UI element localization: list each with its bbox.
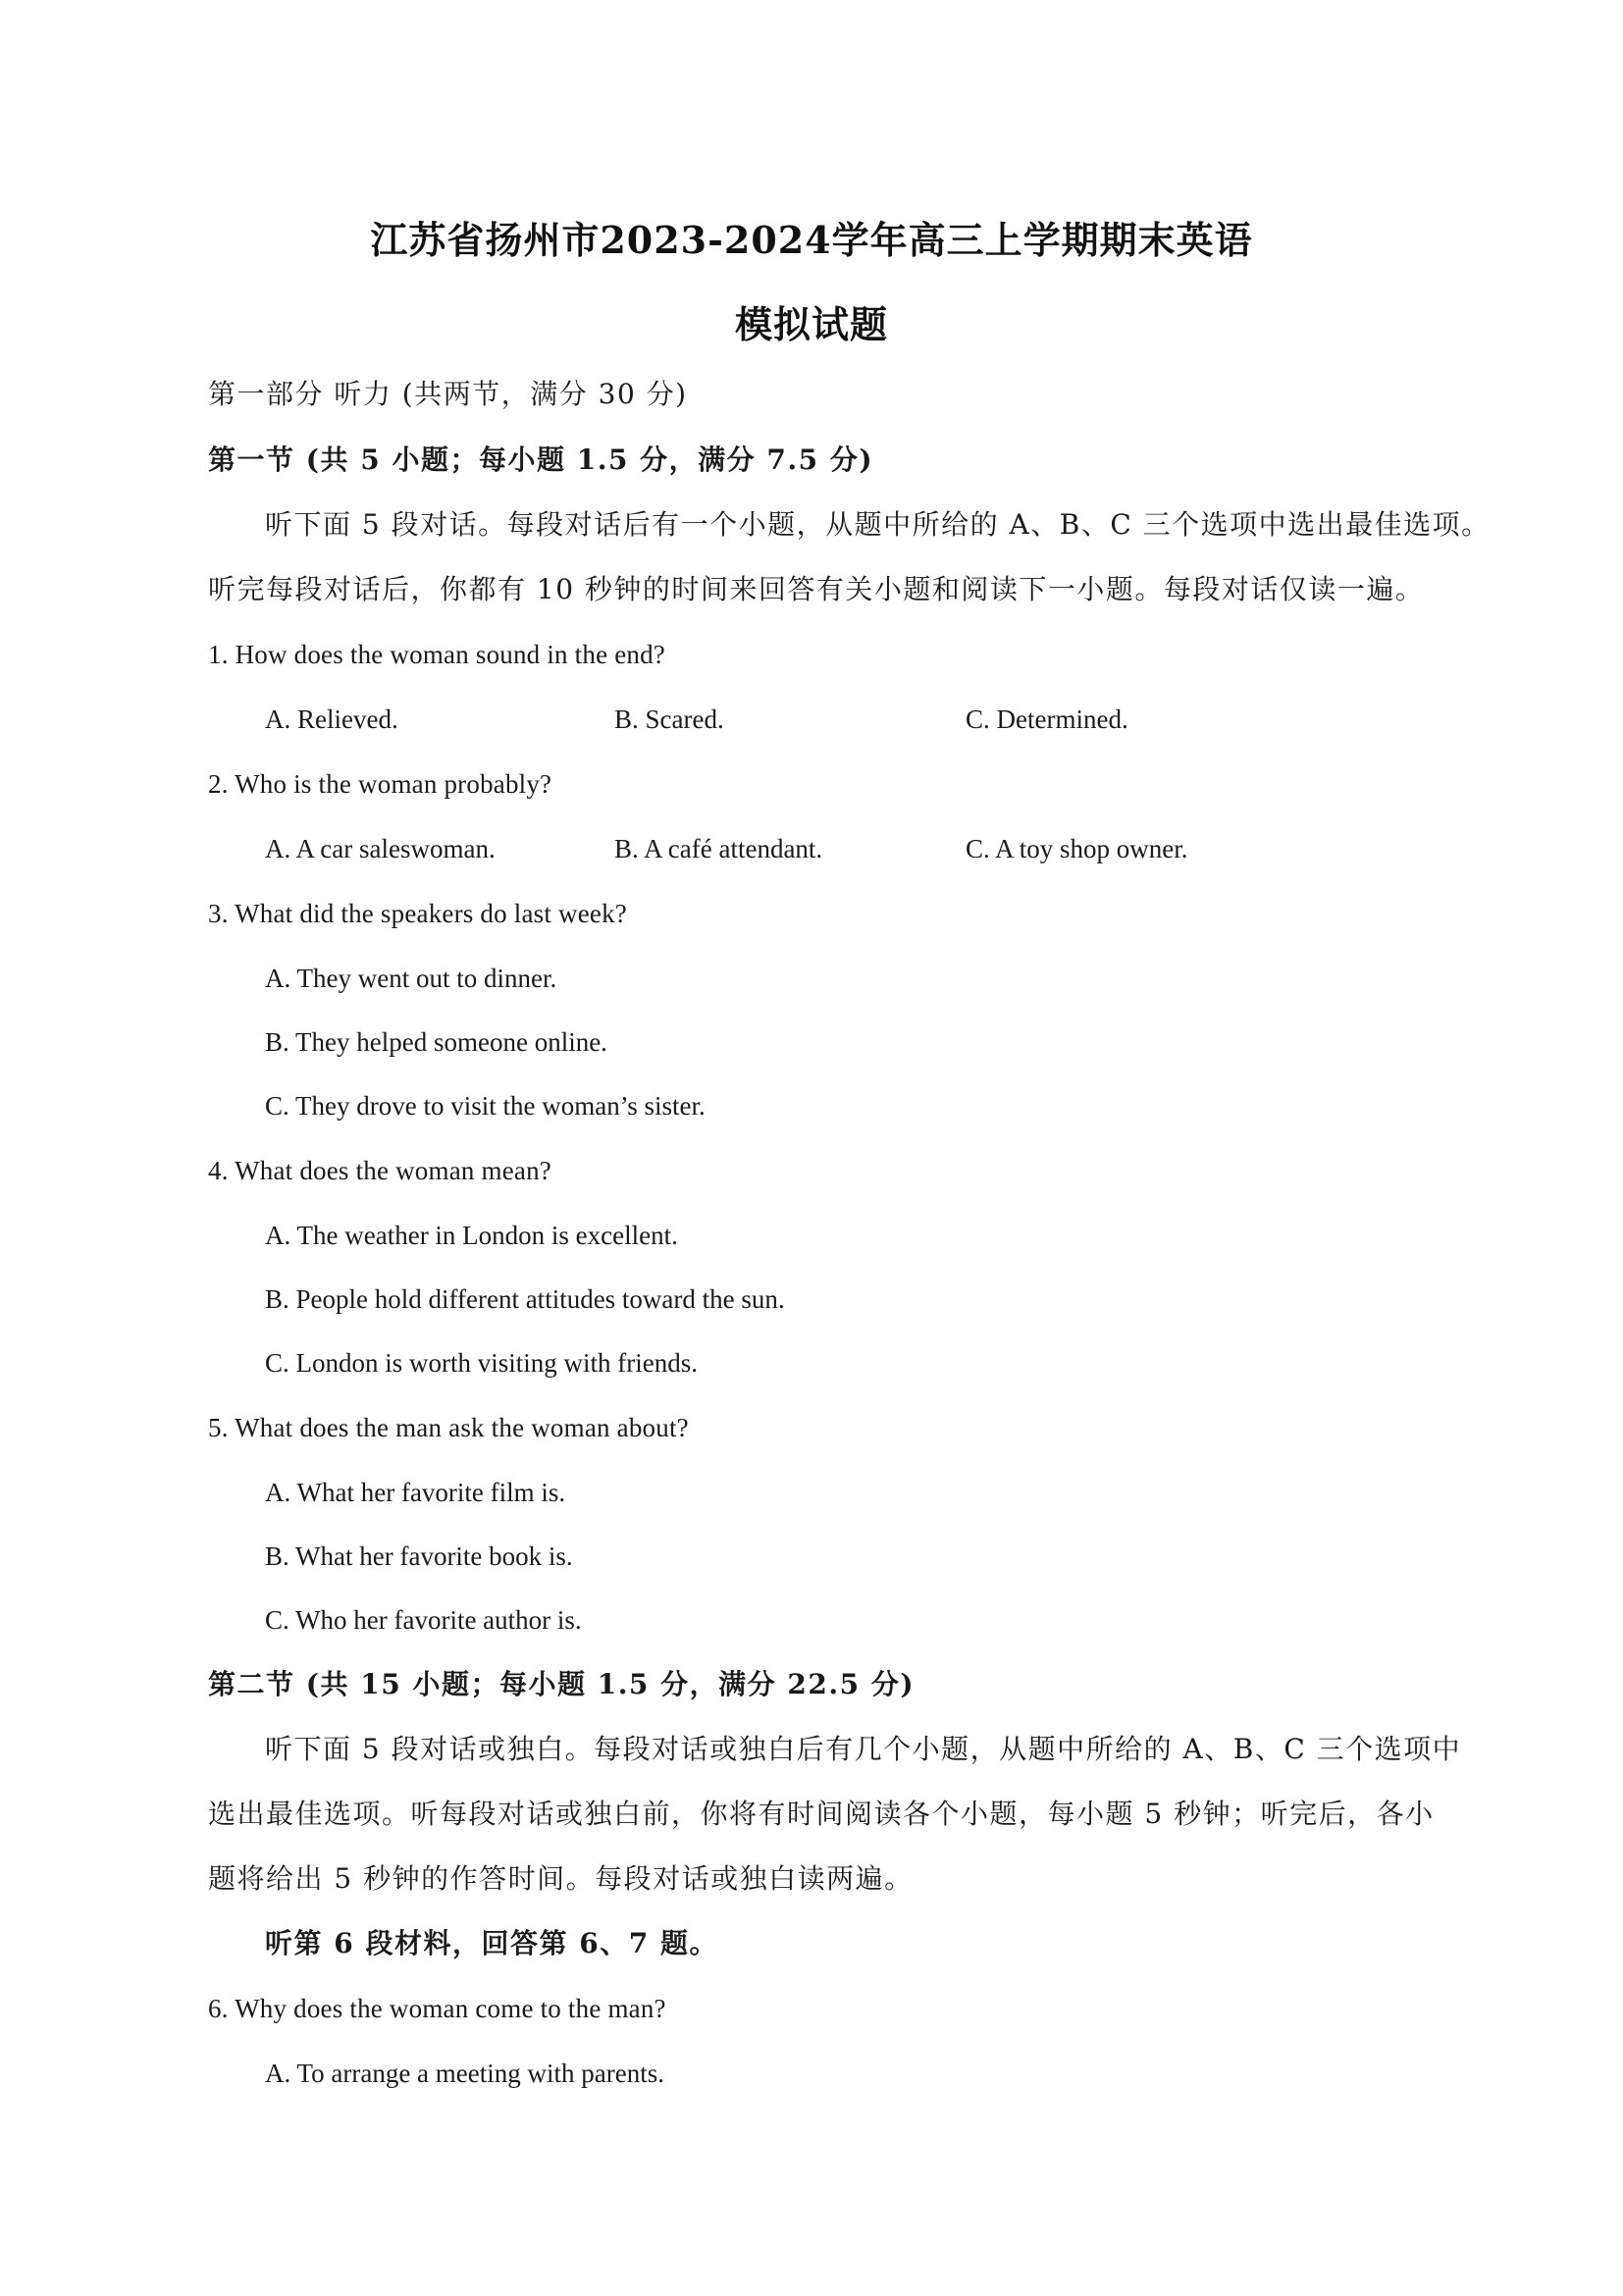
question-1-option-a: A. Relieved.: [265, 704, 398, 734]
question-4-option-c: C. London is worth visiting with friends.: [265, 1348, 698, 1378]
section2-instructions-line3: 题将给出 5 秒钟的作答时间。每段对话或独白读两遍。: [208, 1862, 914, 1895]
question-1-option-b: B. Scared.: [614, 704, 724, 734]
question-5-stem: 5. What does the man ask the woman about?: [208, 1413, 689, 1442]
question-5-option-b: B. What her favorite book is.: [265, 1541, 573, 1571]
question-6-option-a: A. To arrange a meeting with parents.: [265, 2059, 664, 2088]
section1-instructions-line1: 听下面 5 段对话。每段对话后有一个小题，从题中所给的 A、B、C 三个选项中选出最佳选项。: [265, 508, 1491, 541]
exam-title-line1: 江苏省扬州市2023-2024学年高三上学期期末英语: [370, 218, 1253, 262]
question-3-option-b: B. They helped someone online.: [265, 1027, 607, 1057]
section1-heading: 第一节 (共 5 小题；每小题 1.5 分，满分 7.5 分): [208, 444, 874, 476]
section2-heading: 第二节 (共 15 小题；每小题 1.5 分，满分 22.5 分): [208, 1668, 916, 1700]
question-5-option-c: C. Who her favorite author is.: [265, 1605, 582, 1635]
question-4-option-a: A. The weather in London is excellent.: [265, 1221, 678, 1250]
question-5-option-a: A. What her favorite film is.: [265, 1478, 566, 1507]
question-2-stem: 2. Who is the woman probably?: [208, 769, 552, 799]
section2-instructions-line2: 选出最佳选项。听每段对话或独白前，你将有时间阅读各个小题，每小题 5 秒钟；听完后，各小: [208, 1798, 1435, 1830]
section2-instructions-line1: 听下面 5 段对话或独白。每段对话或独白后有几个小题，从题中所给的 A、B、C 三个选项中: [265, 1733, 1462, 1765]
question-4-stem: 4. What does the woman mean?: [208, 1156, 551, 1185]
question-4-option-b: B. People hold different attitudes toward the sun.: [265, 1284, 785, 1314]
question-2-option-c: C. A toy shop owner.: [966, 834, 1188, 863]
exam-title-line2: 模拟试题: [734, 302, 888, 346]
question-2-option-b: B. A café attendant.: [614, 834, 823, 863]
question-3-stem: 3. What did the speakers do last week?: [208, 899, 627, 928]
part1-heading: 第一部分 听力 (共两节，满分 30 分): [208, 378, 688, 410]
question-2-option-a: A. A car saleswoman.: [265, 834, 496, 863]
question-1-option-c: C. Determined.: [966, 704, 1128, 734]
question-1-stem: 1. How does the woman sound in the end?: [208, 640, 665, 669]
section1-instructions-line2: 听完每段对话后，你都有 10 秒钟的时间来回答有关小题和阅读下一小题。每段对话仅读一遍。: [208, 573, 1425, 605]
question-3-option-a: A. They went out to dinner.: [265, 964, 557, 993]
question-3-option-c: C. They drove to visit the woman’s sister.: [265, 1091, 706, 1121]
question-6-stem: 6. Why does the woman come to the man?: [208, 1994, 666, 2023]
material-6-heading: 听第 6 段材料，回答第 6、7 题。: [265, 1927, 718, 1959]
